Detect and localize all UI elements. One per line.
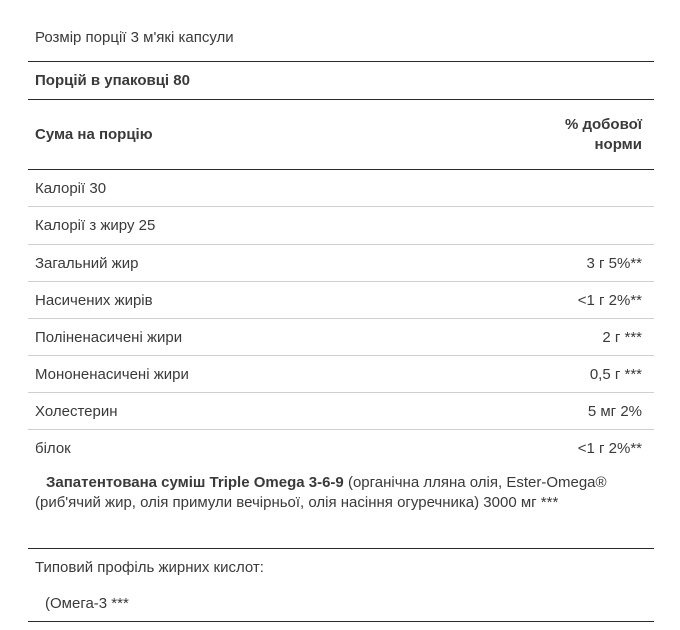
nutrient-value: <1 г 2%** (577, 291, 642, 309)
supplement-facts-panel (28, 0, 654, 622)
daily-value-header-line2: норми (594, 135, 642, 153)
nutrient-label: Холестерин (35, 402, 118, 420)
nutrient-label: Поліненасичені жири (35, 328, 183, 346)
table-header-row (28, 100, 654, 170)
nutrient-row (28, 356, 654, 393)
proprietary-blend (28, 467, 654, 549)
nutrient-value: <1 г 2%** (577, 440, 642, 457)
nutrient-row (28, 170, 654, 207)
nutrient-row (28, 207, 654, 245)
nutrient-label: Загальний жир (35, 254, 139, 272)
nutrient-value: 5 мг 2% (587, 402, 642, 420)
nutrient-label: Насичених жирів (35, 291, 153, 309)
nutrient-value: 0,5 г *** (589, 365, 642, 383)
fatty-acid-profile-title: Типовий профіль жирних кислот: (35, 559, 264, 576)
nutrient-label: Калорії 30 (35, 179, 107, 197)
nutrient-row (28, 430, 654, 467)
servings-per-container-text: Порцій в упаковці 80 (35, 72, 190, 89)
nutrient-label: Мононенасичені жири (35, 365, 189, 383)
nutrient-value: 2 г *** (602, 328, 642, 346)
amount-per-serving-header: Сума на порцію (35, 126, 153, 143)
nutrient-row (28, 393, 654, 430)
fatty-acid-profile-item-row (28, 583, 654, 622)
daily-value-header-line1: % добової (564, 115, 642, 133)
serving-size-text: Розмір порції 3 м'які капсули (35, 29, 234, 46)
daily-value-header (565, 115, 642, 155)
nutrient-value: 3 г 5%** (586, 254, 642, 272)
fatty-acid-profile-item: (Омега-3 *** (45, 595, 129, 612)
nutrient-row (28, 245, 654, 282)
serving-size-row (28, 0, 654, 62)
nutrient-row (28, 282, 654, 319)
servings-per-container-row (28, 62, 654, 100)
nutrient-row (28, 319, 654, 356)
nutrient-label: білок (35, 440, 71, 457)
blend-description: (органічна лляна олія, Ester-Omega® (риб'ячий жир, олія примули вечірньої, олія насіння огуречника) 3000 мг *** (35, 474, 607, 511)
fatty-acid-profile-title-row (28, 549, 654, 583)
nutrient-label: Калорії з жиру 25 (35, 217, 156, 234)
blend-name: Запатентована суміш Triple Omega 3-6-9 (46, 474, 344, 491)
